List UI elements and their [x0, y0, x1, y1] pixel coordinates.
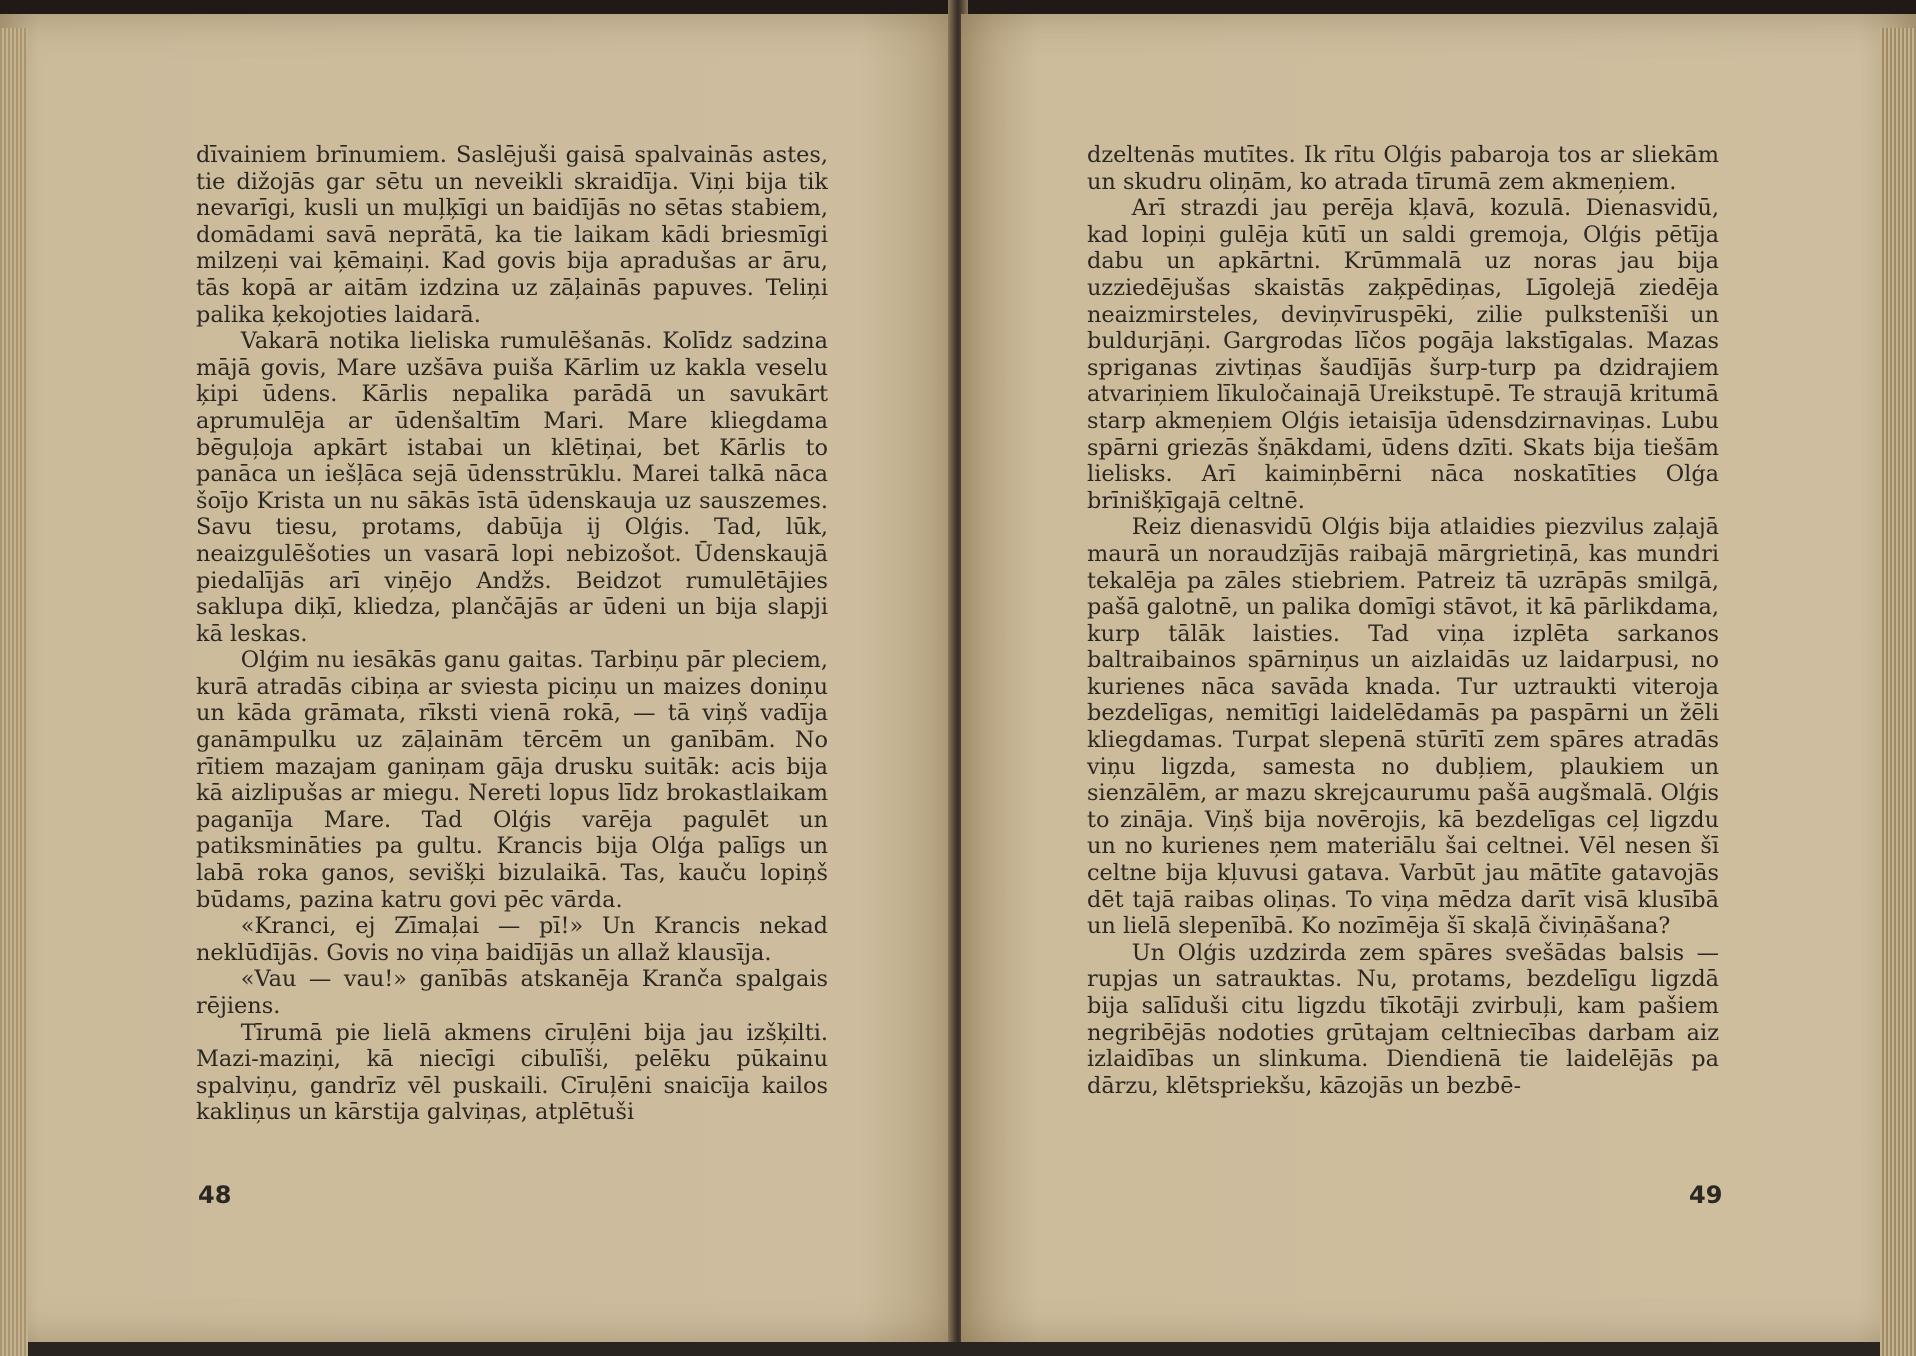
right-paragraph-4: Un Olģis uzdzirda zem spāres svešādas balsis — rupjas un satrauktas. Nu, protams, bezdelīgu ligzdā bija salīduši citu ligzdu tīkotāji zvirbuļi, kam pašiem negribējās nodoties grūtajam celtniecības darbam aiz izlaidības un slinkuma. Diendienā tie laidelējās pa dārzu, klētspriekšu, kāzojās un bezbē-	[1087, 939, 1719, 1099]
left-page-text	[196, 142, 828, 1126]
left-page	[0, 14, 955, 1342]
left-paragraph-1: dīvainiem brīnumiem. Saslējuši gaisā spalvainās astes, tie dižojās gar sētu un neveikli skraidīja. Viņi bija tik nevarīgi, kusli un muļķīgi un baidījās no sētas stabiem, domādami savā neprātā, ka tie laikam kādi briesmīgi milzeņi vai ķēmaiņi. Kad govis bija apradušas ar āru, tās kopā ar aitām izdzina uz zāļainās papuves. Teliņi palika ķekojoties laidarā.	[196, 142, 828, 328]
left-page-number: 48	[198, 1181, 232, 1209]
right-page-number: 49	[1689, 1181, 1723, 1209]
right-paragraph-3: Reiz dienasvidū Olģis bija atlaidies piezvilus zaļajā maurā un noraudzījās raibajā mārgrietiņā, kas mundri tekalēja pa zāles stiebriem. Patreiz tā uzrāpās smilgā, pašā galotnē, un palika domīgi stāvot, it kā pārlikdama, kurp tālāk laisties. Tad viņa izplēta sarkanos baltraibainos spārniņus un aizlaidās uz laidarpusi, no kurienes nāca savāda knada. Tur uztraukti viteroja bezdelīgas, nemitīgi laidelēdamās pa paspārni un žēli kliegdamas. Turpat slepenā stūrītī zem spāres atradās viņu ligzda, samesta no dubļiem, plaukiem un sienzālēm, ar mazu skrejcaurumu pašā augšmalā. Olģis to zināja. Viņš bija novērojis, kā bezdelīgas ceļ ligzdu un no kurienes ņem materiālu šai celtnei. Vēl nesen šī celtne bija kļuvusi gatava. Varbūt jau mātīte gatavojās dēt tajā raibas oliņas. To viņa mēdza darīt visā klusībā un lielā slepenībā. Ko nozīmēja šī skaļā čiviņāšana?	[1087, 514, 1719, 940]
left-paragraph-3: Olģim nu iesākās ganu gaitas. Tarbiņu pār pleciem, kurā atradās cibiņa ar sviesta piciņu un maizes doniņu un kāda grāmata, rīksti vienā rokā, — tā viņš vadīja ganāmpulku uz zāļainām tērcēm un ganībām. No rītiem mazajam ganiņam gāja drusku suitāk: acis bija kā aizlipušas ar miegu. Nereti lopus līdz brokastlaikam paganīja Mare. Tad Olģis varēja pagulēt un patiksmināties pa gultu. Krancis bija Olģa palīgs un labā roka ganos, sevišķi bizulaikā. Tas, kauču lopiņš būdams, pazina katru govi pēc vārda.	[196, 647, 828, 913]
page-edges-right	[1880, 28, 1916, 1356]
right-paragraph-1: dzeltenās mutītes. Ik rītu Olģis pabaroja tos ar sliekām un skudru oliņām, ko atrada tīrumā zem akmeņiem.	[1087, 142, 1719, 195]
left-paragraph-5: «Vau — vau!» ganībās atskanēja Kranča spalgais rējiens.	[196, 966, 828, 1019]
left-paragraph-2: Vakarā notika lieliska rumulēšanās. Kolīdz sadzina mājā govis, Mare uzšāva puiša Kārlim uz kakla veselu ķipi ūdens. Kārlis nepalika parādā un savukārt aprumulēja ar ūdenšaltīm Mari. Mare kliegdama bēguļoja apkārt istabai un klētiņai, bet Kārlis to panāca un iešļāca sejā ūdensstrūklu. Marei talkā nāca šoījo Krista un nu sākās īstā ūdenskauja uz sauszemes. Savu tiesu, protams, dabūja ij Olģis. Tad, lūk, neaizgulēšoties un vasarā lopi nebizošot. Ūdenskaujā piedalījās arī viņējo Andžs. Beidzot rumulētājies saklupa diķī, kliedza, plančājās ar ūdeni un bija slapji kā leskas.	[196, 328, 828, 647]
left-paragraph-4: «Kranci, ej Zīmaļai — pī!» Un Krancis nekad neklūdījās. Govis no viņa baidījās un allaž klausīja.	[196, 913, 828, 966]
right-page	[961, 14, 1916, 1342]
left-paragraph-6: Tīrumā pie lielā akmens cīruļēni bija jau izšķilti. Mazi-maziņi, kā niecīgi cibulīši, pelēku pūkainu spalviņu, gandrīz vēl puskaili. Cīruļēni snaicīja kailos kakliņus un kārstija galviņas, atplētuši	[196, 1019, 828, 1126]
right-page-text	[1087, 142, 1719, 1099]
page-edges-left	[0, 28, 28, 1356]
right-paragraph-2: Arī strazdi jau perēja kļavā, kozulā. Dienasvidū, kad lopiņi gulēja kūtī un saldi gremoja, Olģis pētīja dabu un apkārtni. Krūmmalā uz noras jau bija uzziedējušas skaistās zaķpēdiņas, Līgolejā ziedēja neaizmirsteles, deviņvīruspēki, zilie pulkstenīši un buldurjāņi. Gargrodas līčos pogāja lakstīgalas. Mazas spriganas zivtiņas šaudījās šurp-turp pa dzidrajiem atvariņiem līkuločainajā Ureikstupē. Te straujā kritumā starp akmeņiem Olģis ietaisīja ūdensdzirnaviņas. Lubu spārni griezās šņākdami, ūdens dzīti. Skats bija tiešām lielisks. Arī kaimiņbērni nāca noskatīties Olģa brīnišķīgajā celtnē.	[1087, 195, 1719, 514]
